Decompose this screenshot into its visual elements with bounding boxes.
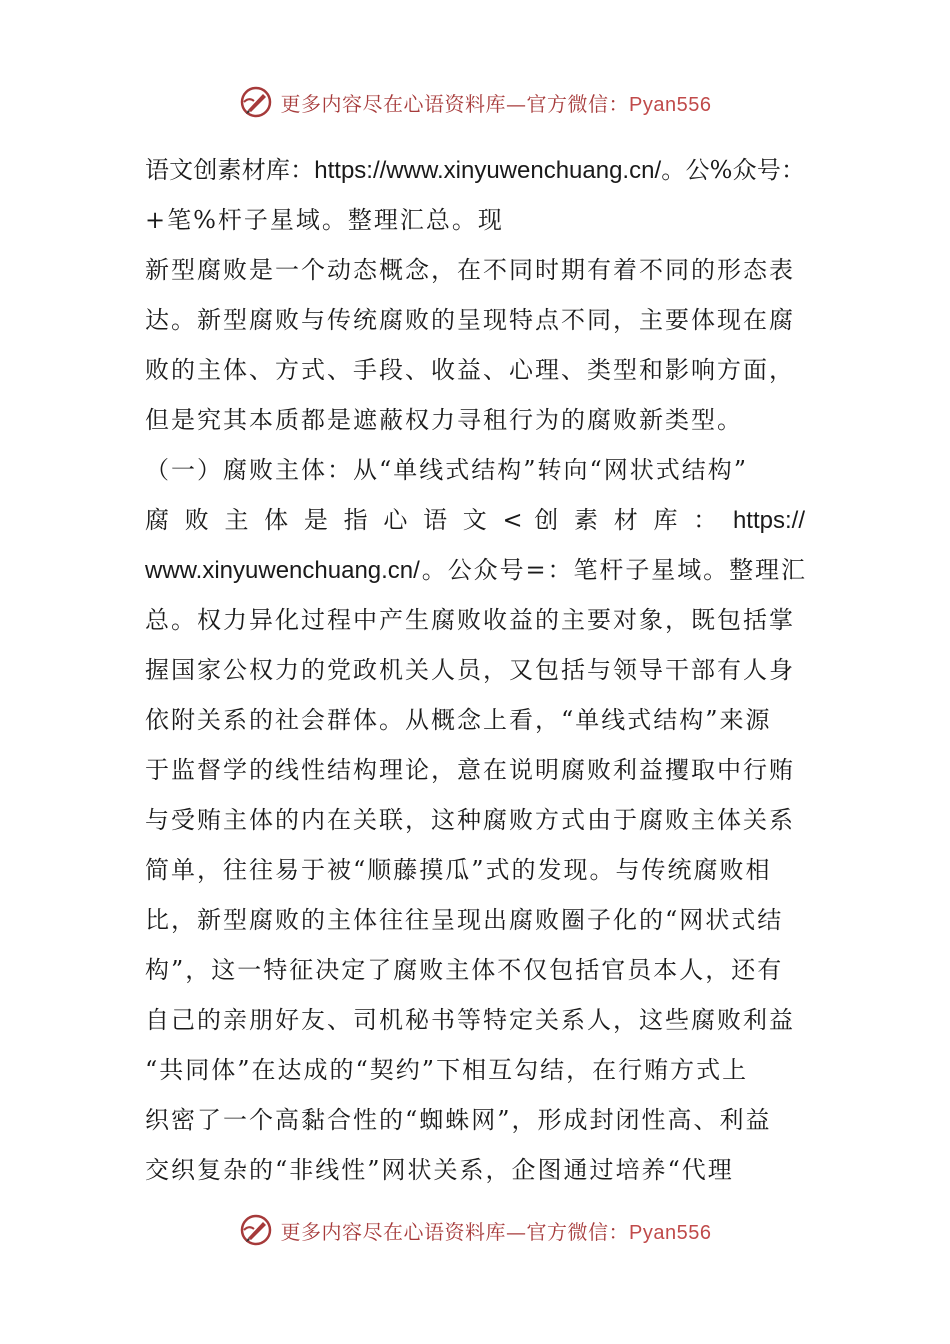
- header-banner-text: 更多内容尽在心语资料库—官方微信：Pyan556: [280, 91, 712, 116]
- source-url-link-2b[interactable]: www.xinyuwenchuang.cn/: [145, 557, 420, 584]
- header-banner: [0, 82, 950, 122]
- body-line-2: +笔%杆子星域。整理汇总。现: [145, 206, 504, 234]
- section-heading: （一）腐败主体：从“单线式结构”转向“网状式结构”: [145, 456, 749, 484]
- header-wechat-id: Pyan556: [629, 93, 712, 116]
- footer-banner-text: 更多内容尽在心语资料库—官方微信：Pyan556: [280, 1219, 712, 1244]
- source-url-link-2a[interactable]: https://: [732, 507, 805, 534]
- body-line-10: 总。权力异化过程中产生腐败收益的主要对象，既包括掌: [145, 606, 795, 634]
- footer-wechat-id: Pyan556: [629, 1221, 712, 1244]
- body-line-3: 新型腐败是一个动态概念，在不同时期有着不同的形态表: [145, 256, 795, 284]
- body-line-11: 握国家公权力的党政机关人员，又包括与领导干部有人身: [145, 656, 795, 684]
- body-line-21: 交织复杂的“非线性”网状关系，企图通过培养“代理: [145, 1156, 734, 1184]
- pen-logo-icon: [239, 85, 273, 119]
- body-line-4: 达。新型腐败与传统腐败的呈现特点不同，主要体现在腐: [145, 306, 795, 334]
- body-line-15: 简单，往往易于被“顺藤摸瓜”式的发现。与传统腐败相: [145, 856, 772, 884]
- body-line-9: www.xinyuwenchuang.cn/。公众号=：笔杆子星域。整理汇: [145, 556, 805, 584]
- body-line-18: 自己的亲朋好友、司机秘书等特定关系人，这些腐败利益: [145, 1006, 795, 1034]
- footer-banner: [0, 1210, 950, 1250]
- pen-logo-icon: [239, 1213, 273, 1247]
- body-line-20: 织密了一个高黏合性的“蜘蛛网”，形成封闭性高、利益: [145, 1106, 772, 1134]
- body-line-19: “共同体”在达成的“契约”下相互勾结，在行贿方式上: [145, 1056, 749, 1084]
- body-line-1: 语文创素材库：https://www.xinyuwenchuang.cn/。公%众号：: [145, 156, 805, 184]
- source-url-link[interactable]: https://www.xinyuwenchuang.cn/: [314, 157, 662, 184]
- body-line-17: 构”，这一特征决定了腐败主体不仅包括官员本人，还有: [145, 956, 784, 984]
- document-body: [145, 145, 805, 1195]
- body-line-5: 败的主体、方式、手段、收益、心理、类型和影响方面，: [145, 356, 795, 384]
- body-line-6: 但是究其本质都是遮蔽权力寻租行为的腐败新类型。: [145, 406, 743, 434]
- body-line-13: 于监督学的线性结构理论，意在说明腐败利益攫取中行贿: [145, 756, 795, 784]
- body-line-14: 与受贿主体的内在关联，这种腐败方式由于腐败主体关系: [145, 806, 795, 834]
- body-line-8: 腐 败 主 体 是 指 心 语 文 < 创 素 材 库 ： https://: [145, 506, 805, 534]
- body-line-12: 依附关系的社会群体。从概念上看，“单线式结构”来源: [145, 706, 772, 734]
- body-line-16: 比，新型腐败的主体往往呈现出腐败圈子化的“网状式结: [145, 906, 784, 934]
